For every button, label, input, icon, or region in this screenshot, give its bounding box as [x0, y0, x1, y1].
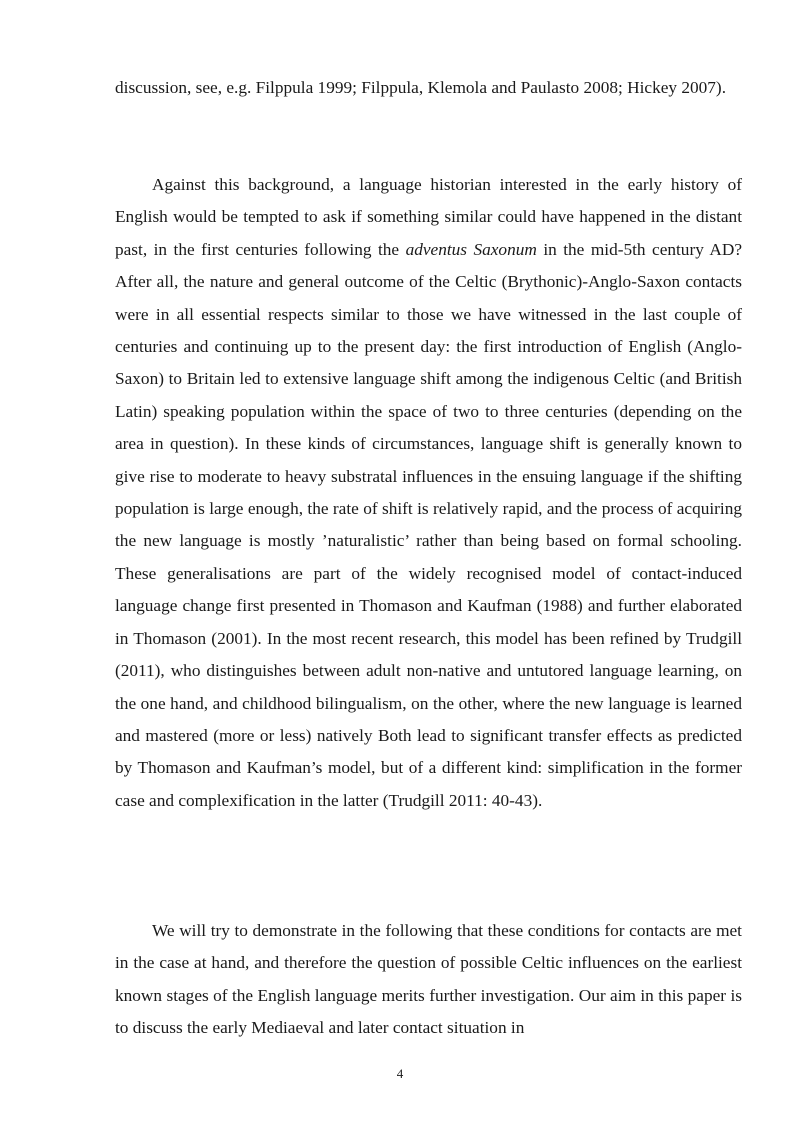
paragraph-background — [115, 169, 742, 817]
paragraph-text-rest: in the mid-5th century AD? After all, the nature and general outcome of the Celtic (Brythonic)-Anglo-Saxon contacts were in all essential respects similar to those we have witnessed in the last couple of centuries and continuing up to the present day: the first introduction of English (Anglo-Saxon) to Britain led to extensive language shift among the indigenous Celtic (and British Latin) speaking population within the space of two to three centuries (depending on the area in question). In these kinds of circumstances, language shift is generally known to give rise to moderate to heavy substratal influences in the ensuing language if the shifting population is large enough, the rate of shift is relatively rapid, and the process of acquiring the new language is mostly ’naturalistic’ rather than being based on formal schooling. These generalisations are part of the widely recognised model of contact-induced language change first presented in Thomason and Kaufman (1988) and further elaborated in Thomason (2001). In the most recent research, this model has been refined by Trudgill (2011), who distinguishes between adult non-native and untutored language learning, on the one hand, and childhood bilingualism, on the other, where the new language is learned and mastered (more or less) natively Both lead to significant transfer effects as predicted by Thomason and Kaufman’s model, but of a different kind: simplification in the former case and complexification in the latter (Trudgill 2011: 40-43). — [115, 239, 742, 810]
paragraph-text: We will try to demonstrate in the following that these conditions for contacts are met in the case at hand, and therefore the question of possible Celtic influences on the earliest known stages of the English language merits further investigation. Our aim in this paper is to discuss the early Mediaeval and later contact situation in — [115, 921, 742, 1038]
paragraph-text-start: Against this background, a language historian interested in the early history of English would be tempted to ask if something similar could have happened in the distant past, in the first centuries following the — [115, 175, 742, 259]
italic-term: adventus Saxonum — [405, 239, 537, 259]
paragraph-continuation — [115, 72, 742, 104]
paragraph-text: discussion, see, e.g. Filppula 1999; Filppula, Klemola and Paulasto 2008; Hickey 2007). — [115, 78, 727, 97]
paragraph-aim — [115, 915, 742, 1045]
page-number: 4 — [396, 1066, 404, 1081]
